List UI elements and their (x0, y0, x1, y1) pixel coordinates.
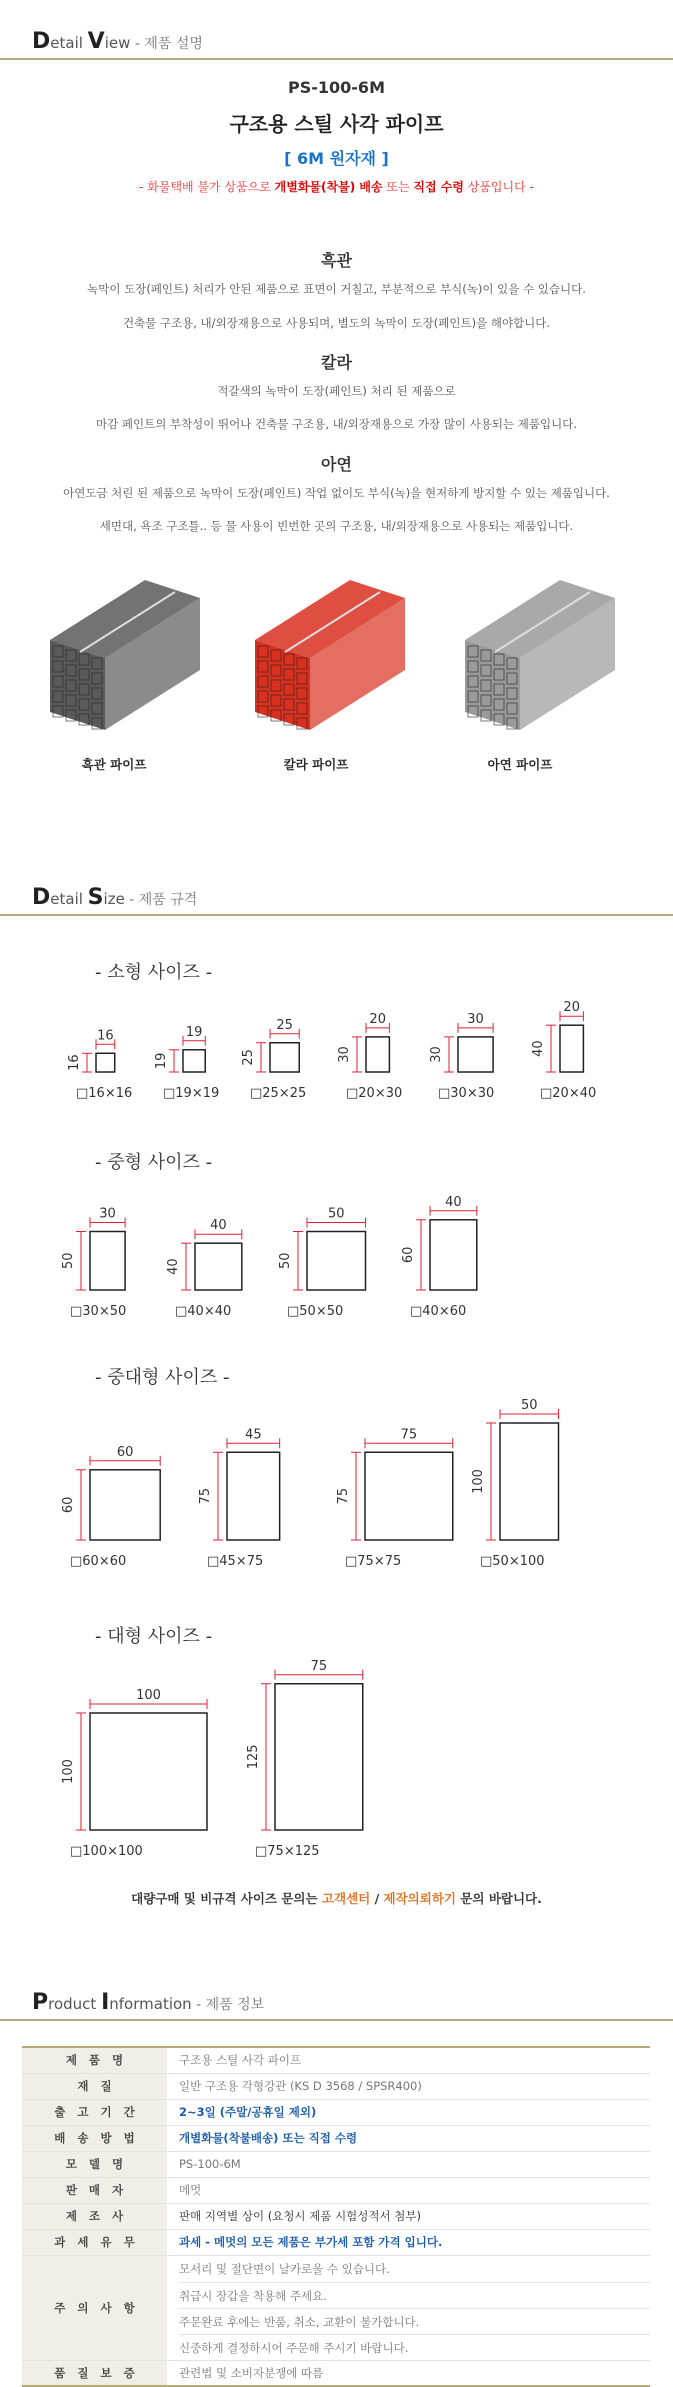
category-title-color: 칼라 (321, 353, 352, 372)
height-label: 25 (241, 1049, 256, 1066)
width-label: 30 (99, 1206, 116, 1222)
category-desc: 녹막이 도장(페인트) 처리가 안된 제품으로 표면이 거칠고, 부분적으로 부식(녹)이 있을 수 있습니다. (87, 282, 586, 296)
width-label: 20 (369, 1011, 386, 1027)
info-value-caution (167, 2255, 650, 2360)
size-label: □16×16 (76, 1086, 133, 1101)
caution-line: 모서리 및 절단면이 날카로울 수 있습니다. (179, 2261, 390, 2276)
width-label: 40 (445, 1194, 462, 1210)
size-diagram (241, 1018, 299, 1072)
table-row (22, 2151, 650, 2177)
info-value: 2~3일 (주말/공휴일 제외) (167, 2099, 650, 2125)
info-key: 품질보증 (22, 2360, 167, 2386)
height-label: 100 (471, 1469, 486, 1494)
size-label: □75×125 (255, 1844, 320, 1859)
size-label: □19×19 (163, 1086, 220, 1101)
category-desc: 건축물 구조용, 내/외장재용으로 사용되며, 별도의 녹막이 도장(페인트)을 해야합니다. (122, 316, 551, 330)
size-diagram (166, 1218, 242, 1290)
info-value: 메멋 (167, 2177, 650, 2203)
delivery-notice: - 화물택배 불가 상품으로 개별화물(착불) 배송 또는 직접 수령 상품입니다 - (139, 180, 534, 194)
info-key: 출고기간 (22, 2099, 167, 2125)
category-title-zinc: 아연 (321, 455, 352, 474)
width-label: 45 (245, 1427, 262, 1443)
info-value: 관련법 및 소비자분쟁에 따름 (167, 2360, 650, 2386)
height-label: 75 (336, 1487, 351, 1505)
size-group-title-medium: - 중형 사이즈 - (95, 1152, 213, 1173)
size-diagram (337, 1012, 389, 1072)
size-label: □50×100 (480, 1554, 545, 1569)
width-label: 20 (563, 1000, 580, 1016)
table-row (22, 2073, 650, 2099)
size-diagram (198, 1427, 280, 1540)
category-title-black: 흑관 (321, 251, 352, 270)
size-diagram (61, 1445, 160, 1540)
size-diagram (429, 1012, 493, 1072)
height-label: 60 (61, 1496, 76, 1514)
customer-center-link[interactable]: 고객센터 (321, 1891, 371, 1906)
size-diagram (401, 1195, 477, 1290)
bulk-inquiry-note: 대량구매 및 비규격 사이즈 문의는 고객센터 / 제작의뢰하기 문의 바랍니다. (131, 1891, 542, 1906)
height-label: 60 (401, 1246, 416, 1264)
info-key: 제품명 (22, 2047, 167, 2073)
info-value: 일반 구조용 각형강관 (KS D 3568 / SPSR400) (167, 2073, 650, 2099)
info-value: 개별화물(착불배송) 또는 직접 수령 (167, 2125, 650, 2151)
info-key: 제조사 (22, 2203, 167, 2229)
info-key: 모델명 (22, 2151, 167, 2177)
table-row (22, 2125, 650, 2151)
pipe-label-zinc: 아연 파이프 (487, 757, 553, 772)
size-label: □75×75 (345, 1554, 402, 1569)
width-label: 60 (116, 1444, 134, 1460)
width-label: 16 (97, 1028, 114, 1044)
width-label: 30 (467, 1011, 484, 1027)
size-label: □60×60 (70, 1554, 127, 1569)
size-group-title-medium-large: - 중대형 사이즈 - (95, 1367, 230, 1388)
size-label: □20×40 (540, 1086, 597, 1101)
height-label: 50 (61, 1252, 76, 1270)
product-subtitle: [ 6M 원자재 ] (284, 149, 389, 168)
category-desc: 적갈색의 녹막이 도장(페인트) 처리 된 제품으로 (217, 384, 456, 398)
category-desc: 마감 페인트의 부착성이 뛰어나 건축물 구조용, 내/외장재용으로 가장 많이 사용되는 제품입니다. (96, 417, 577, 431)
table-row (22, 2255, 650, 2360)
size-label: □30×50 (70, 1304, 127, 1319)
caution-line: 신중하게 결정하시어 주문해 주시기 바랍니다. (179, 2334, 650, 2360)
info-key: 과세유무 (22, 2229, 167, 2255)
width-label: 75 (400, 1427, 418, 1443)
section-title: Detail View - 제품 설명 (32, 29, 203, 54)
size-group-title-small: - 소형 사이즈 - (95, 962, 213, 983)
height-label: 50 (278, 1252, 293, 1270)
size-label: □45×75 (207, 1554, 264, 1569)
table-row (22, 2360, 650, 2386)
height-label: 30 (337, 1046, 352, 1063)
size-diagram (471, 1398, 559, 1540)
size-label: □100×100 (70, 1844, 143, 1859)
size-group-title-large: - 대형 사이즈 - (95, 1626, 213, 1647)
width-label: 100 (136, 1688, 161, 1703)
size-diagram (278, 1207, 366, 1291)
table-row (22, 2047, 650, 2073)
pipe-label-black: 흑관 파이프 (81, 757, 147, 772)
table-row (22, 2229, 650, 2255)
height-label: 75 (198, 1487, 213, 1505)
height-label: 16 (67, 1054, 82, 1071)
width-label: 40 (210, 1218, 227, 1234)
table-row (22, 2203, 650, 2229)
height-label: 100 (61, 1759, 76, 1784)
product-info-table (22, 2046, 650, 2387)
info-key: 판매자 (22, 2177, 167, 2203)
size-label: □25×25 (250, 1086, 307, 1101)
size-label: □30×30 (438, 1086, 495, 1101)
info-value: 과세 - 메멋의 모든 제품은 부가세 포함 가격 입니다. (167, 2229, 650, 2255)
size-diagram (61, 1688, 207, 1830)
height-label: 30 (429, 1046, 444, 1063)
width-label: 19 (185, 1024, 203, 1040)
width-label: 50 (520, 1398, 538, 1413)
section-title: Detail Size - 제품 규격 (32, 885, 198, 910)
info-key: 주의사항 (22, 2255, 167, 2360)
info-value: PS-100-6M (167, 2151, 650, 2177)
category-desc: 세면대, 욕조 구조틀.. 등 물 사용이 빈번한 곳의 구조용, 내/외장재용으로 사용되는 제품입니다. (99, 519, 574, 533)
size-label: □20×30 (346, 1086, 403, 1101)
table-row (22, 2177, 650, 2203)
size-diagram (336, 1427, 453, 1540)
size-diagram (531, 1000, 583, 1072)
info-key: 재질 (22, 2073, 167, 2099)
width-label: 25 (276, 1017, 293, 1033)
height-label: 19 (154, 1052, 169, 1070)
product-title: 구조용 스틸 사각 파이프 (229, 112, 444, 136)
size-diagram (246, 1659, 363, 1830)
width-label: 75 (310, 1658, 328, 1674)
height-label: 40 (531, 1040, 546, 1057)
pipe-label-color: 칼라 파이프 (283, 757, 349, 772)
model-number: PS-100-6M (288, 78, 385, 97)
section-header-product-info (0, 1985, 673, 2021)
size-diagram (67, 1028, 115, 1072)
caution-line: 취급시 장갑을 착용해 주세요. (179, 2282, 650, 2308)
category-desc: 아연도금 처린 된 제품으로 녹막이 도장(페인트) 작업 없이도 부식(녹)을 현저하게 방지할 수 있는 제품입니다. (63, 486, 610, 500)
info-value: 판매 지역별 상이 (요청시 제품 시험성적서 첨부) (167, 2203, 650, 2229)
custom-order-link[interactable]: 제작의뢰하기 (383, 1891, 456, 1906)
info-key: 배송방법 (22, 2125, 167, 2151)
caution-line: 주문완료 후에는 반품, 취소, 교환이 불가합니다. (179, 2308, 650, 2334)
size-label: □40×60 (410, 1304, 467, 1319)
size-label: □40×40 (175, 1304, 232, 1319)
table-row (22, 2099, 650, 2125)
info-value: 구조용 스틸 사각 파이프 (167, 2047, 650, 2073)
height-label: 125 (246, 1744, 261, 1770)
height-label: 40 (166, 1258, 181, 1275)
size-label: □50×50 (287, 1304, 344, 1319)
section-title: Product Information - 제품 정보 (32, 1990, 265, 2015)
size-diagram (61, 1207, 125, 1291)
width-label: 50 (327, 1206, 345, 1222)
size-diagram (154, 1025, 205, 1072)
